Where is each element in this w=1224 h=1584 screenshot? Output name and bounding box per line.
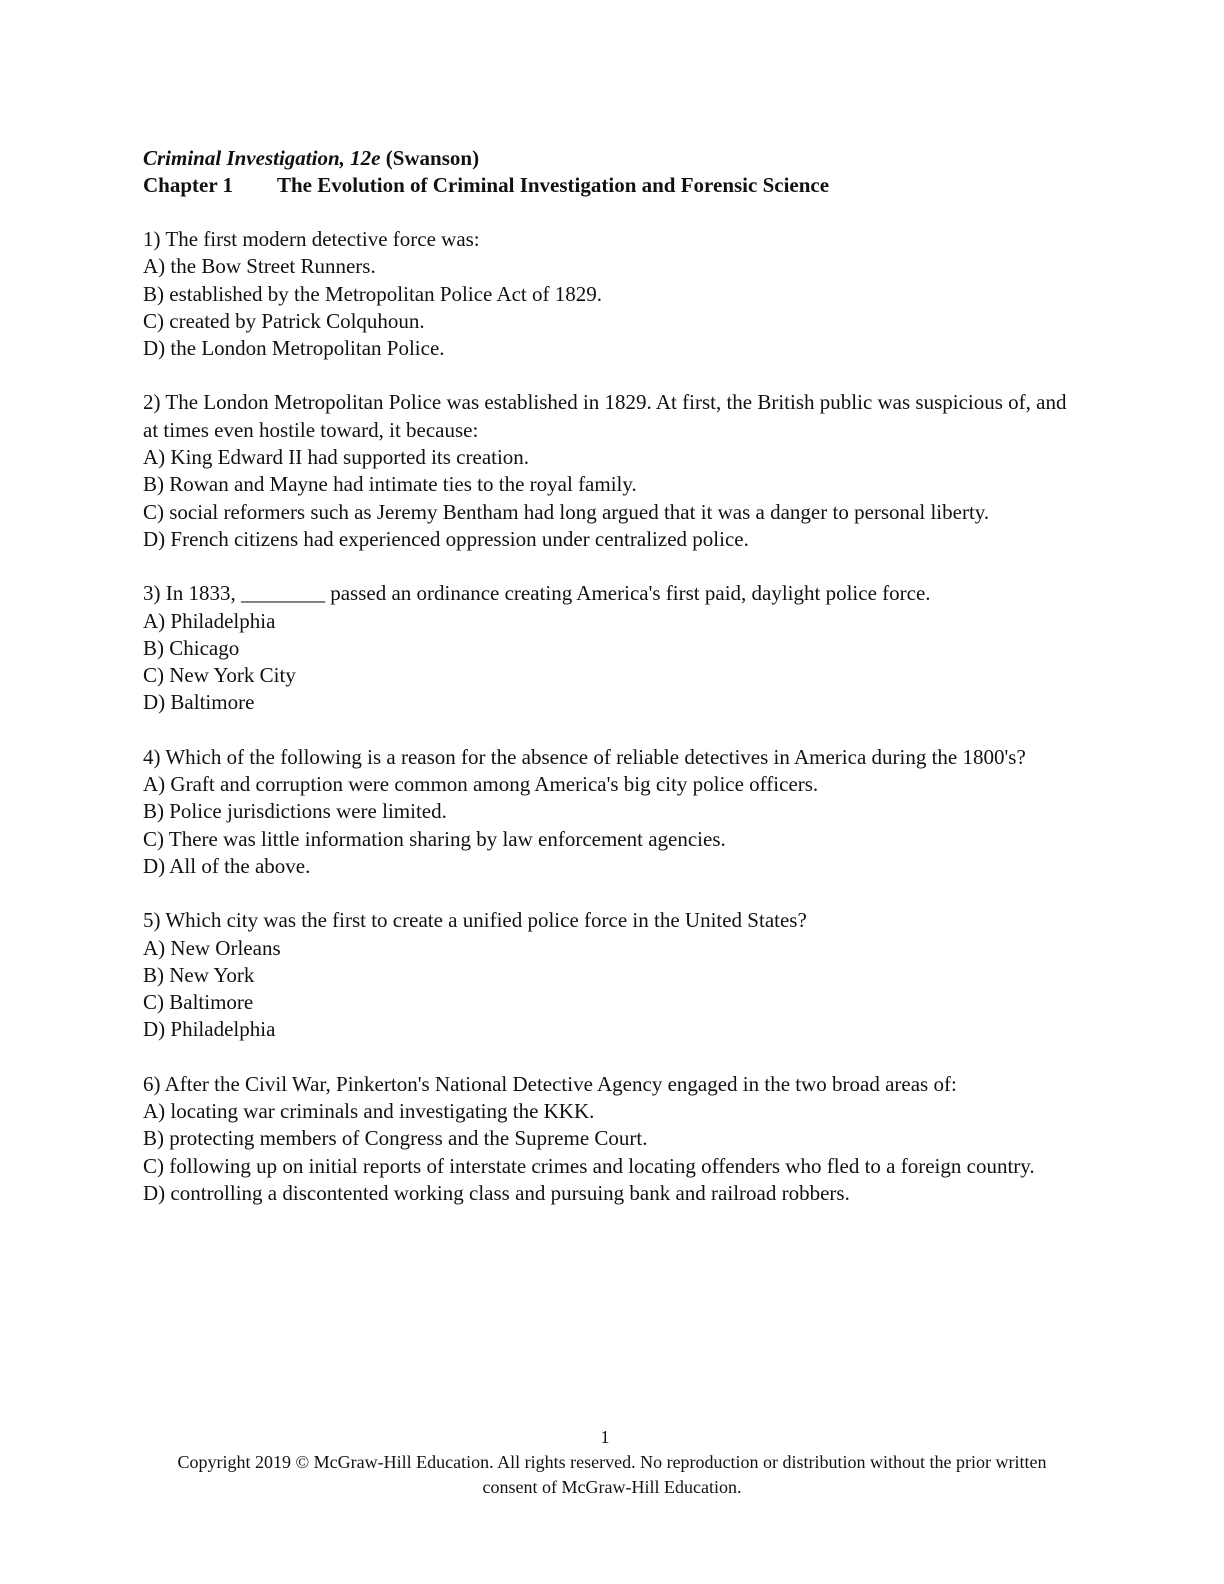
chapter-header [143, 172, 1083, 199]
question-4 [143, 744, 1083, 880]
chapter-title: The Evolution of Criminal Investigation and Forensic Science [277, 173, 830, 197]
answer-option: D) Baltimore [143, 690, 255, 715]
book-header [143, 145, 1083, 172]
question-stem: 6) After the Civil War, Pinkerton's National Detective Agency engaged in the two broad areas of: [143, 1071, 957, 1096]
answer-option: A) King Edward II had supported its creation. [143, 445, 530, 470]
question-stem: 2) The London Metropolitan Police was established in 1829. At first, the British public was suspicious of, and at times even hostile toward, it because: [143, 390, 1067, 442]
question-2 [143, 389, 1083, 553]
answer-option: C) There was little information sharing by law enforcement agencies. [143, 826, 726, 851]
answer-option: D) controlling a discontented working class and pursuing bank and railroad robbers. [143, 1180, 850, 1205]
answer-option: A) the Bow Street Runners. [143, 254, 376, 279]
answer-option: C) social reformers such as Jeremy Bentham had long argued that it was a danger to personal liberty. [143, 499, 990, 524]
answer-option: A) locating war criminals and investigating the KKK. [143, 1099, 595, 1124]
answer-option: D) Philadelphia [143, 1017, 276, 1042]
question-3 [143, 580, 1083, 716]
question-stem: 5) Which city was the first to create a unified police force in the United States? [143, 908, 807, 933]
question-5 [143, 907, 1083, 1043]
answer-option: B) New York [143, 962, 255, 987]
question-stem: 4) Which of the following is a reason for the absence of reliable detectives in America during the 1800's? [143, 744, 1026, 769]
question-1 [143, 226, 1083, 362]
page-footer [0, 1425, 1224, 1500]
question-stem: 1) The first modern detective force was: [143, 227, 480, 251]
answer-option: D) French citizens had experienced oppression under centralized police. [143, 526, 749, 551]
answer-option: A) New Orleans [143, 935, 281, 960]
answer-option: C) created by Patrick Colquhoun. [143, 308, 425, 333]
answer-option: C) Baltimore [143, 990, 254, 1015]
answer-option: B) established by the Metropolitan Police Act of 1829. [143, 281, 603, 306]
book-title: Criminal Investigation, 12e [143, 146, 381, 170]
answer-option: B) Rowan and Mayne had intimate ties to the royal family. [143, 472, 637, 497]
answer-option: B) Police jurisdictions were limited. [143, 799, 447, 824]
question-6 [143, 1071, 1083, 1207]
answer-option: B) protecting members of Congress and the Supreme Court. [143, 1126, 648, 1151]
answer-option: C) following up on initial reports of interstate crimes and locating offenders who fled to a foreign country. [143, 1153, 1035, 1178]
answer-option: A) Philadelphia [143, 608, 276, 633]
answer-option: A) Graft and corruption were common among America's big city police officers. [143, 772, 819, 797]
book-author: (Swanson) [380, 146, 480, 170]
answer-option: D) the London Metropolitan Police. [143, 336, 445, 361]
copyright-notice: Copyright 2019 © McGraw-Hill Education. All rights reserved. No reproduction or distribution without the prior written consent of McGraw-Hill Education. [177, 1452, 1047, 1497]
question-stem: 3) In 1833, ________ passed an ordinance creating America's first paid, daylight police force. [143, 581, 931, 606]
answer-option: B) Chicago [143, 635, 240, 660]
page-number: 1 [600, 1427, 610, 1447]
answer-option: D) All of the above. [143, 853, 311, 878]
chapter-number: Chapter 1 [143, 173, 234, 197]
page-content [143, 145, 1083, 1207]
answer-option: C) New York City [143, 663, 296, 688]
